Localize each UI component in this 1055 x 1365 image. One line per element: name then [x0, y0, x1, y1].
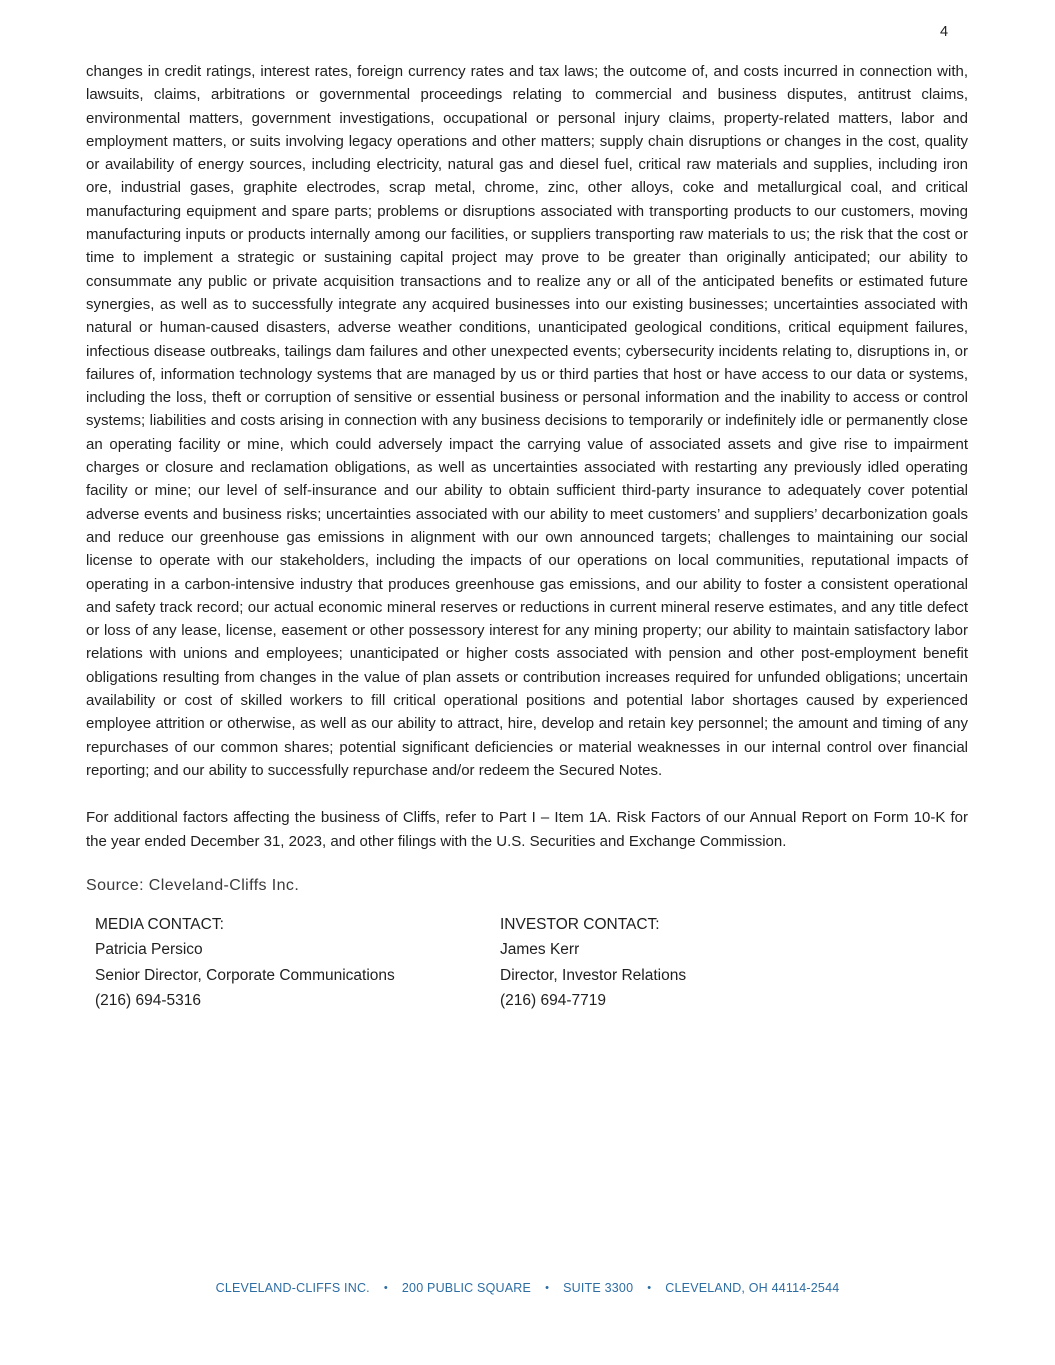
media-contact-heading: MEDIA CONTACT:: [95, 915, 224, 933]
contacts-section: [86, 912, 968, 1014]
footer-street: 200 PUBLIC SQUARE: [401, 1281, 532, 1295]
investor-contact-phone: (216) 694-7719: [500, 992, 606, 1010]
page-content: [86, 60, 968, 1014]
footer-company-name: CLEVELAND-CLIFFS INC.: [215, 1281, 370, 1295]
source-line: Source: Cleveland-Cliffs Inc.: [86, 876, 300, 894]
media-contact-title: Senior Director, Corporate Communications: [95, 966, 395, 984]
footer-bullet: •: [647, 1282, 652, 1294]
page-number: 4: [940, 24, 949, 40]
additional-factors-paragraph: For additional factors affecting the business of Cliffs, refer to Part I – Item 1A. Risk Factors of our Annual Report on Form 10-K for the year ended December 31, 2023, and other filings with the U.S. Securities and Exchange Commission.: [86, 809, 968, 850]
investor-contact-name: James Kerr: [500, 941, 580, 959]
footer-bullet: •: [545, 1282, 550, 1294]
risk-factors-paragraph: changes in credit ratings, interest rates, foreign currency rates and tax laws; the outcome of, and costs incurred in connection with, lawsuits, claims, arbitrations or governmental proceedings relating to commercial and business disputes, antitrust claims, environmental matters, government investigations, occupational or personal injury claims, property-related matters, labor and employment matters, or suits involving legacy operations and other matters; supply chain disruptions or changes in the cost, quality or availability of energy sources, including electricity, natural gas and diesel fuel, critical raw materials and supplies, including iron ore, industrial gases, graphite electrodes, scrap metal, chrome, zinc, other alloys, coke and metallurgical coal, and critical manufacturing equipment and spare parts; problems or disruptions associated with transporting products to our customers, moving manufacturing inputs or products internally among our facilities, or suppliers transporting raw materials to us; the risk that the cost or time to implement a strategic or sustaining capital project may prove to be greater than originally anticipated; our ability to consummate any public or private acquisition transactions and to realize any or all of the anticipated benefits or estimated future synergies, as well as to successfully integrate any acquired businesses into our existing businesses; uncertainties associated with natural or human-caused disasters, adverse weather conditions, unanticipated geological conditions, critical equipment failures, infectious disease outbreaks, tailings dam failures and other unexpected events; cybersecurity incidents relating to, disruptions in, or failures of, information technology systems that are managed by us or third parties that host or have access to our data or systems, including the loss, theft or corruption of sensitive or essential business or personal information and the inability to access or control systems; liabilities and costs arising in connection with any business decisions to temporarily or indefinitely idle or permanently close an operating facility or mine, which could adversely impact the carrying value of associated assets and give rise to impairment charges or closure and reclamation obligations, as well as uncertainties associated with restarting any previously idled operating facility or mine; our level of self-insurance and our ability to obtain sufficient third-party insurance to adequately cover potential adverse events and business risks; uncertainties associated with our ability to meet customers’ and suppliers’ decarbonization goals and reduce our greenhouse gas emissions in alignment with our own announced targets; challenges to maintaining our social license to operate with our stakeholders, including the impacts of our operations on local communities, reputational impacts of operating in a carbon-intensive industry that produces greenhouse gas emissions, and our ability to foster a consistent operational and safety track record; our actual economic mineral reserves or reductions in current mineral reserve estimates, and any title defect or loss of any lease, license, easement or other possessory interest for any mining property; our ability to maintain satisfactory labor relations with unions and employees; unanticipated or higher costs associated with pension and other post-employment benefit obligations resulting from changes in the value of plan assets or contribution increases required for unfunded obligations; uncertain availability or cost of skilled workers to fill critical operational positions and potential labor shortages caused by experienced employee attrition or otherwise, as well as our ability to attract, hire, develop and retain key personnel; the amount and timing of any repurchases of our common shares; potential significant deficiencies or material weaknesses in our internal control over financial reporting; and our ability to successfully repurchase and/or redeem the Secured Notes.: [86, 63, 968, 779]
investor-contact-heading: INVESTOR CONTACT:: [500, 915, 660, 933]
investor-contact-block: [500, 912, 968, 1014]
investor-contact-title: Director, Investor Relations: [500, 966, 687, 984]
media-contact-block: [95, 912, 500, 1014]
company-address-footer: [0, 1281, 1055, 1295]
footer-city-state-zip: CLEVELAND, OH 44114-2544: [665, 1281, 840, 1295]
media-contact-phone: (216) 694-5316: [95, 992, 201, 1010]
footer-bullet: •: [383, 1282, 388, 1294]
footer-suite: SUITE 3300: [563, 1281, 634, 1295]
media-contact-name: Patricia Persico: [95, 941, 203, 959]
